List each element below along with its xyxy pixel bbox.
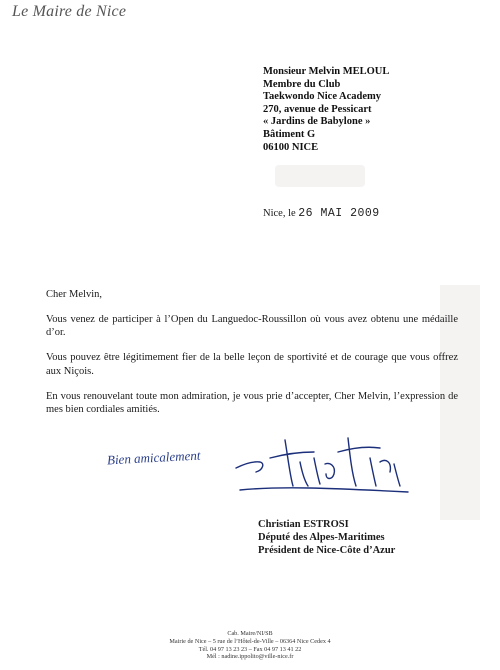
recipient-line: « Jardins de Babylone »	[263, 116, 371, 128]
date-stamp: 26 MAI 2009	[298, 207, 380, 220]
footer	[0, 630, 500, 661]
signatory-name: Christian ESTROSI	[258, 519, 349, 530]
body-paragraph: En vous renouvelant toute mon admiration, je vous prie d’accepter, Cher Melvin, l’expression de mes bien cordiales amitiés.	[46, 390, 458, 415]
salutation: Cher Melvin,	[46, 289, 102, 300]
letterhead-title: Le Maire de Nice	[12, 3, 127, 20]
recipient-line: 06100 NICE	[263, 141, 319, 153]
signature-image	[230, 428, 420, 508]
body-paragraph: Vous venez de participer à l’Open du Languedoc-Roussillon où vous avez obtenu une médaille d’or.	[46, 313, 458, 338]
footer-line: Tél. 04 97 13 23 23 – Fax 04 97 13 41 22	[198, 645, 302, 653]
footer-line: Mairie de Nice – 5 rue de l’Hôtel-de-Ville – 06364 Nice Cedex 4	[169, 637, 331, 645]
recipient-address	[263, 66, 389, 154]
recipient-line: Membre du Club	[263, 78, 341, 90]
letter-body	[46, 288, 458, 428]
handwritten-closing: Bien amicalement	[106, 447, 201, 468]
date-place: Nice, le	[263, 208, 296, 219]
recipient-line: Bâtiment G	[263, 128, 316, 140]
date-line	[263, 207, 380, 220]
recipient-line: Taekwondo Nice Academy	[263, 91, 382, 103]
signatory-title: Député des Alpes-Maritimes	[258, 532, 385, 543]
body-paragraph: Vous pouvez être légitimement fier de la belle leçon de sportivité et de courage que vous offrez aux Niçois.	[46, 352, 458, 377]
footer-line: Mél : nadine.ippolito@ville-nice.fr	[206, 653, 294, 661]
recipient-line: Monsieur Melvin MELOUL	[263, 66, 390, 77]
footer-line: Cab. Maire/NI/SB	[227, 630, 273, 637]
signatory-title: Président de Nice-Côte d’Azur	[258, 545, 396, 556]
signatory-block	[258, 518, 395, 557]
scan-smudge	[275, 165, 365, 187]
recipient-line: 270, avenue de Pessicart	[263, 103, 372, 115]
